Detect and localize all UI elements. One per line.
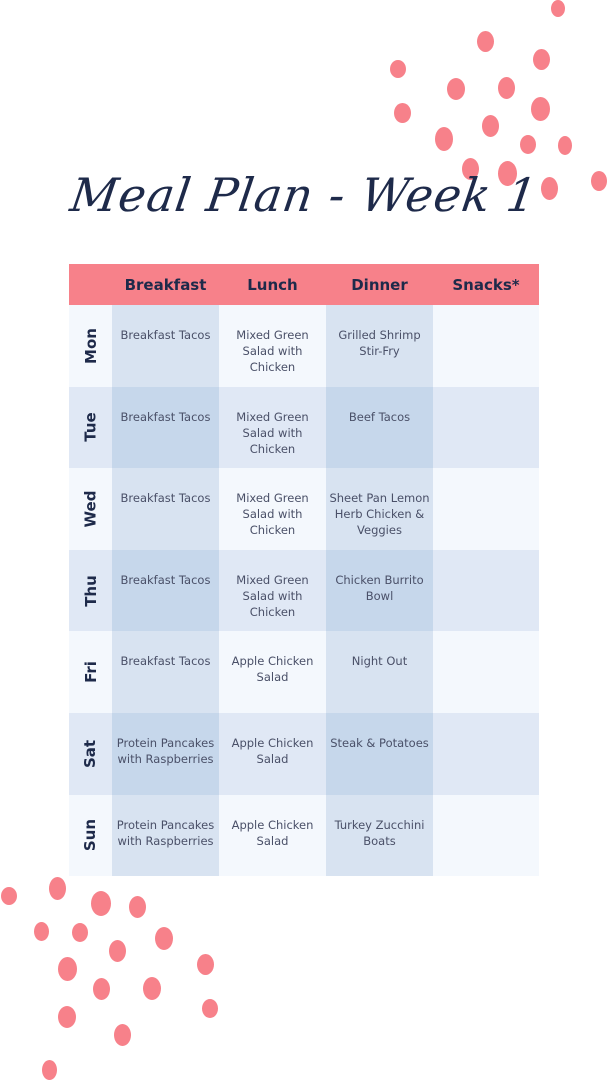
header-dinner: Dinner (351, 275, 408, 294)
cell-snacks (433, 550, 539, 632)
header-day (69, 264, 112, 305)
table-row (69, 468, 539, 550)
cell-snacks (433, 468, 539, 550)
table-row (69, 305, 539, 387)
cell-lunch: Mixed Green Salad with Chicken (219, 387, 326, 469)
cell-day (69, 550, 112, 632)
cell-breakfast: Breakfast Tacos (112, 305, 219, 387)
cell-lunch: Mixed Green Salad with Chicken (219, 305, 326, 387)
page-title: Meal Plan - Week 1 (67, 168, 541, 222)
cell-dinner: Steak & Potatoes (326, 713, 433, 795)
header-snacks: Snacks* (452, 275, 520, 294)
cell-snacks (433, 631, 539, 713)
cell-dinner: Beef Tacos (326, 387, 433, 469)
cell-dinner: Chicken Burrito Bowl (326, 550, 433, 632)
cell-lunch: Apple Chicken Salad (219, 795, 326, 877)
cell-lunch: Mixed Green Salad with Chicken (219, 550, 326, 632)
cell-snacks (433, 387, 539, 469)
cell-breakfast: Breakfast Tacos (112, 631, 219, 713)
day-label: Sat (81, 739, 100, 768)
cell-dinner: Sheet Pan Lemon Herb Chicken & Veggies (326, 468, 433, 550)
cell-dinner: Turkey Zucchini Boats (326, 795, 433, 877)
cell-snacks (433, 795, 539, 877)
cell-breakfast: Breakfast Tacos (112, 550, 219, 632)
header-breakfast: Breakfast (124, 275, 207, 294)
cell-day (69, 713, 112, 795)
cell-dinner: Night Out (326, 631, 433, 713)
cell-breakfast: Protein Pancakes with Raspberries (112, 795, 219, 877)
day-label: Fri (81, 661, 100, 684)
table-header (69, 264, 539, 305)
cell-day (69, 468, 112, 550)
cell-lunch: Mixed Green Salad with Chicken (219, 468, 326, 550)
table-row (69, 550, 539, 632)
table-row (69, 795, 539, 877)
cell-day (69, 387, 112, 469)
day-label: Mon (81, 327, 100, 364)
cell-dinner: Grilled Shrimp Stir-Fry (326, 305, 433, 387)
cell-breakfast: Protein Pancakes with Raspberries (112, 713, 219, 795)
table-row (69, 631, 539, 713)
day-label: Thu (81, 574, 100, 607)
cell-lunch: Apple Chicken Salad (219, 631, 326, 713)
header-lunch: Lunch (247, 275, 298, 294)
cell-snacks (433, 305, 539, 387)
cell-breakfast: Breakfast Tacos (112, 468, 219, 550)
cell-breakfast: Breakfast Tacos (112, 387, 219, 469)
cell-lunch: Apple Chicken Salad (219, 713, 326, 795)
cell-day (69, 631, 112, 713)
day-label: Wed (81, 490, 100, 528)
table-row (69, 387, 539, 469)
meal-plan-table (69, 264, 539, 876)
cell-snacks (433, 713, 539, 795)
cell-day (69, 305, 112, 387)
day-label: Tue (81, 412, 100, 443)
cell-day (69, 795, 112, 877)
day-label: Sun (81, 819, 100, 852)
table-row (69, 713, 539, 795)
